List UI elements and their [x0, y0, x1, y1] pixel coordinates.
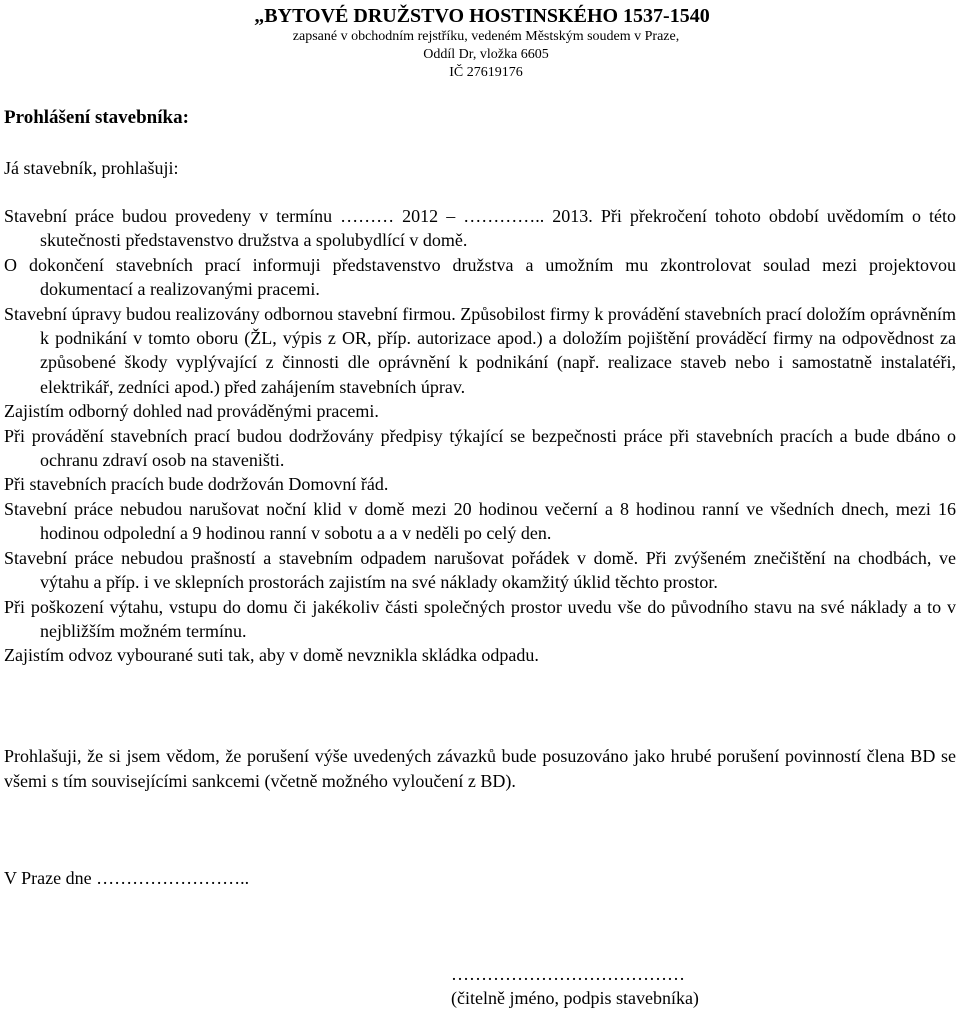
obligation-paragraph: Stavební práce nebudou narušovat noční klid v domě mezi 20 hodinou večerní a 8 hodinou ranní ve všedních dnech, mezi 16 hodinou odpolední a 9 hodinou ranní v sobotu a a v neděli po celý den.: [4, 498, 956, 544]
document-header: [236, 4, 736, 82]
obligation-paragraph: Zajistím odborný dohled nad prováděnými pracemi.: [4, 401, 379, 422]
obligation-paragraph: Stavební práce budou provedeny v termínu ……… 2012 – ………….. 2013. Při překročení tohoto období uvědomím o této skutečnosti představenstvo družstva a spolubydlící v domě.: [4, 206, 956, 251]
signature-caption: (čitelně jméno, podpis stavebníka): [451, 988, 699, 1008]
signature-line: …………………………………: [451, 964, 685, 984]
obligation-paragraph: Stavební práce nebudou prašností a stavebním odpadem narušovat pořádek v domě. Při zvýšeném znečištění na chodbách, ve výtahu a příp. i ve sklepních prostorách zajistím na své náklady okamžitý úklid těchto prostor.: [4, 547, 956, 593]
obligations-list: [4, 204, 956, 668]
obligation-paragraph: Stavební úpravy budou realizovány odbornou stavební firmou. Způsobilost firmy k provádění stavebních prací doložím oprávněním k podnikání v tomto oboru (ŽL, výpis z OR, příp. autorizace apod.) a doložím pojištění prováděcí firmy na odpovědnost za způsobené škody vyplývající z činnosti dle oprávnění k podnikání (např. realizace staveb nebo i samostatně instalatéři, elektrikář, zedníci apod.) před zahájením stavebních úprav.: [4, 303, 956, 397]
obligation-paragraph: Při stavebních pracích bude dodržován Domovní řád.: [4, 474, 389, 495]
place-date-line: V Praze dne ……………………..: [4, 868, 250, 888]
obligation-paragraph: O dokončení stavebních prací informuji představenstvo družstva a umožním mu zkontrolovat soulad mezi projektovou dokumentací a realizovanými pracemi.: [4, 254, 956, 300]
intro-text: Já stavebník, prohlašuji:: [4, 158, 179, 178]
obligation-paragraph: Při poškození výtahu, vstupu do domu či jakékoliv části společných prostor uvedu vše do původního stavu na své náklady a to v nejbližším možném termínu.: [4, 596, 956, 641]
obligation-paragraph: Při provádění stavebních prací budou dodržovány předpisy týkající se bezpečnosti práce při stavebních pracích a bude dbáno o ochranu zdraví osob na staveništi.: [4, 425, 956, 471]
document-title: Prohlášení stavebníka:: [4, 107, 189, 128]
registration-line: zapsané v obchodním rejstříku, vedeném Městským soudem v Praze,: [292, 29, 680, 44]
obligation-paragraph: Zajistím odvoz vybourané suti tak, aby v domě nevznikla skládka odpadu.: [4, 645, 539, 666]
declaration-statement: Prohlašuji, že si jsem vědom, že porušení výše uvedených závazků bude posuzováno jako hrubé porušení povinností člena BD se všemi s tím souvisejícími sankcemi (včetně možného vyloučení z BD).: [4, 746, 956, 791]
ico-line: IČ 27619176: [449, 65, 523, 80]
section-line: Oddíl Dr, vložka 6605: [423, 47, 549, 62]
org-name: „BYTOVÉ DRUŽSTVO HOSTINSKÉHO 1537-1540: [254, 5, 710, 27]
